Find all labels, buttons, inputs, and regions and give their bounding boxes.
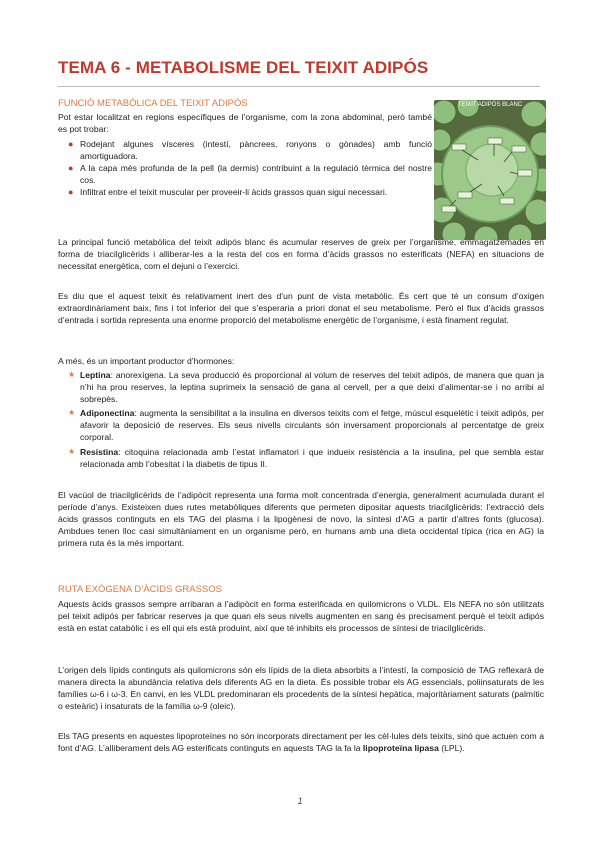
location-list: [58, 138, 432, 198]
hormone-list: [58, 369, 544, 470]
adipose-cell-illustration: [434, 100, 546, 240]
paragraph-hormones-intro: A més, és un important productor d’hormones:: [58, 356, 235, 366]
list-item: ● A la capa més profunda de la pell (la dermis) contribuint a la regulació tèrmica del nostre cos.: [68, 163, 432, 186]
bullet-icon: ●: [68, 163, 74, 174]
paragraph-inert: Es diu que el aquest teixit és relativament inert des d’un punt de vista metabòlic. És cert que té un consum d’oxigen extraordinàriament baix, fins i tot inferior del que s’esperaria a priori donat el seu metabolisme. Però el flux d’àcids grassos d’entrada i sortida representa una enorme proporció del metabolisme energètic de l’organisme, i està finament regulat.: [58, 291, 544, 326]
bullet-icon: ●: [68, 187, 74, 198]
section-heading-ruta-exogena: RUTA EXÒGENA D’ÀCIDS GRASSOS: [58, 584, 223, 595]
page-title: TEMA 6 - METABOLISME DEL TEIXIT ADIPÓS: [58, 58, 429, 77]
paragraph-vacuol: El vacúol de triacilglicèrids de l’adipòcit representa una forma molt concentrada d’energia, generalment acumulada durant el període d’anys. Existeixen dues rutes metabòliques diferents que permeten dipositar aquests triacilglicèrids: l’extracció dels àcids grassos continguts en els TAG del plasma i la lipogènesi de novo, la síntesi d’AG a partir d’altres fonts (glucosa). Ambdues tenen lloc casi simultàniament en un organisme però, en humans amb una dieta occidental típica (rica en AG) la primera ruta és la més important.: [58, 490, 544, 549]
title-divider: [58, 86, 540, 87]
star-icon: ★: [68, 370, 76, 379]
intro-paragraph: Pot estar localitzat en regions específiques de l’organisme, com la zona abdominal, però també es pot trobar:: [58, 112, 432, 135]
list-item: ● Rodejant algunes vísceres (intestí, pàncrees, ronyons o gònades) amb funció amortiguadora.: [68, 139, 432, 162]
star-icon: ★: [68, 446, 76, 456]
paragraph-origen-lipids: L’origen dels lípids continguts als quilomicrons són els lípids de la dieta absorbits a l’intestí, la composició de TAG reflexarà de manera directa la abundància relativa dels diferents AG en la dieta. És possible trobar els AG essencials, poliinsaturats de les famílies ω-6 i ω-3. En canvi, en les VLDL predominaran els procedents de la síntesi hepàtica, majoritàriament saturats (palmític o esteàric) i insaturats de la família ω-9 (oleic).: [58, 665, 544, 712]
paragraph-tag-lpl: Els TAG presents en aquestes lipoproteïnes no són incorporats directament per les cèl·lules dels teixits, sinó que actuen com a font d’AG. L’alliberament dels AG esterificats continguts en aquests TAG la fa la lipoproteïna lipasa (LPL).: [58, 731, 544, 754]
paragraph-quilomicrons: Aquests àcids grassos sempre arribaran a l’adipòcit en forma esterificada en quilomicrons o VLDL. Els NEFA no són utilitzats pel teixit adipós per fabricar reserves ja que quan els seus nivells augmenten en sang és precisament perquè el teixit adipós està en estat catabòlic i es ell qui els està produint, així que té inhibits els processos de síntesi de triacilglicèrids.: [58, 599, 544, 634]
list-item-adiponectina: ★ Adiponectina: augmenta la sensibilitat a la insulina en diversos teixits com el fetge, múscul esquelètic i teixit adipós, per afavorir la deposició de reserves. Els seus nivells circulants són inversament proporcionals al percentatge de greix corporal.: [68, 408, 544, 443]
list-item: ● Infiltrat entre el teixit muscular per proveeir-li àcids grassos quan sigui necessari.: [68, 187, 388, 198]
adipose-tissue-figure: [434, 100, 546, 240]
section-heading-funcio: FUNCIÓ METABÒLICA DEL TEIXIT ADIPÓS: [58, 98, 248, 109]
list-item-leptina: ★ Leptina: anorexígena. La seva producció és proporcional al volum de reserves del teixit adipós, de manera que quan ja n’hi ha prou reserves, la leptina suprimeix la sensació de gana al cervell, per a que deixi d’alimentar-se i no arribi al sobrepès.: [68, 370, 544, 405]
figure-caption: TEIXIT ADIPÓS BLANC: [457, 102, 523, 108]
bullet-icon: ●: [68, 139, 74, 149]
list-item-resistina: ★ Resistina: citoquina relacionada amb l’estat inflamatori i que indueix resistència a la insulina, pel que sembla estar relacionada amb l’obesitat i la diabetis de tipus II.: [68, 446, 544, 469]
star-icon: ★: [68, 408, 76, 418]
paragraph-principal-funcio: La principal funció metabòlica del teixit adipós blanc és acumular reserves de greix per l’organisme, emmagatzemades en forma de triacilglicèrids i alliberar-les a la resta del cos en forma d’àcids grassos no esterificats (NEFA) en situacions de necessitat energètica, com el dejuni o l’exercici.: [58, 237, 544, 272]
page-number: 1: [297, 796, 303, 806]
